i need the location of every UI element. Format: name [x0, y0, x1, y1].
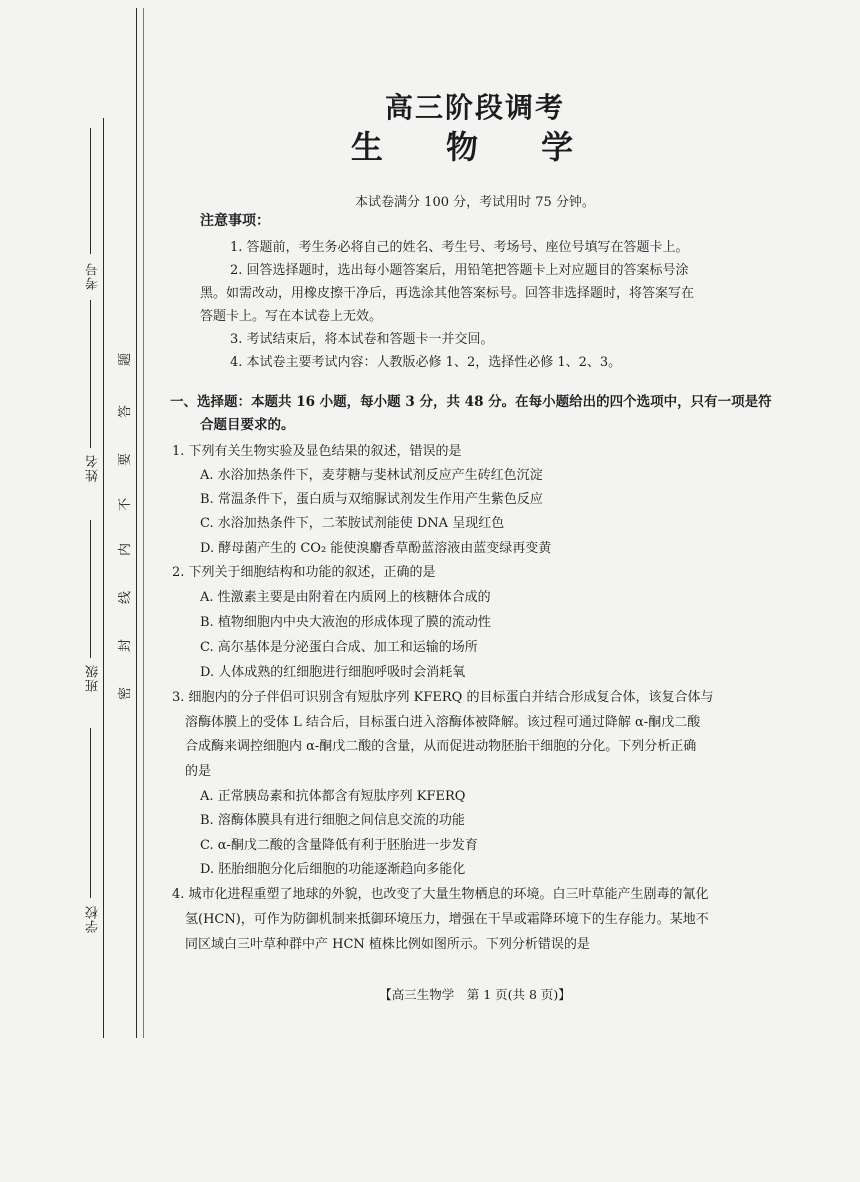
question-1-stem: 1. 下列有关生物实验及显色结果的叙述，错误的是 [172, 444, 462, 459]
question-4-stem: 同区域白三叶草种群中产 HCN 植株比例如图所示。下列分析错误的是 [185, 937, 590, 952]
question-2-option-a: A. 性激素主要是由附着在内质网上的核糖体合成的 [200, 590, 491, 605]
field-xuexiao-line [90, 728, 91, 898]
question-3-option-a: A. 正常胰岛素和抗体都含有短肽序列 KFERQ [200, 789, 466, 804]
exam-subject: 生 物 学 [350, 128, 600, 166]
question-1-option-c: C. 水浴加热条件下，二苯胺试剂能使 DNA 呈现红色 [200, 516, 505, 531]
seal-char: 封 [118, 638, 134, 653]
question-4-stem: 氢(HCN)，可作为防御机制来抵御环境压力，增强在干旱或霜降环境下的生存能力。某地不 [185, 912, 709, 927]
exam-title: 高三阶段调考 [384, 91, 565, 124]
question-3-option-c: C. α-酮戊二酸的含量降低有利于胚胎进一步发育 [200, 838, 478, 853]
exam-note: 本试卷满分 100 分，考试用时 75 分钟。 [355, 195, 595, 210]
binding-line-edge [143, 8, 144, 1038]
question-2-option-b: B. 植物细胞内中央大液泡的形成体现了膜的流动性 [200, 615, 491, 630]
page-footer: 【高三生物学 第 1 页(共 8 页)】 [379, 987, 571, 1002]
question-3-stem: 3. 细胞内的分子伴侣可识别含有短肽序列 KFERQ 的目标蛋白并结合形成复合体，该复合体与 [172, 690, 714, 705]
seal-char: 答 [118, 404, 134, 419]
notice-line: 2. 回答选择题时，选出每小题答案后，用铅笔把答题卡上对应题目的答案标号涂 [230, 263, 689, 278]
question-2-stem: 2. 下列关于细胞结构和功能的叙述，正确的是 [172, 565, 436, 580]
seal-char: 不 [118, 497, 134, 512]
binding-line-outer [103, 118, 104, 1038]
question-2-option-d: D. 人体成熟的红细胞进行细胞呼吸时会消耗氧 [200, 665, 466, 680]
field-xingming-label: 姓名 [86, 454, 101, 482]
question-3-stem: 合成酶来调控细胞内 α-酮戊二酸的含量，从而促进动物胚胎干细胞的分化。下列分析正确 [185, 739, 697, 754]
question-3-stem: 的是 [185, 764, 212, 779]
field-kaohao-line [90, 128, 91, 254]
binding-line-inner [136, 8, 137, 1038]
seal-char: 线 [118, 590, 134, 605]
seal-char: 要 [118, 452, 134, 467]
notice-line: 答题卡上。写在本试卷上无效。 [200, 309, 383, 324]
field-kaohao-label: 考号 [86, 262, 101, 290]
notice-line: 3. 考试结束后，将本试卷和答题卡一并交回。 [230, 332, 494, 347]
question-3-option-b: B. 溶酶体膜具有进行细胞之间信息交流的功能 [200, 813, 465, 828]
notice-line: 4. 本试卷主要考试内容：人教版必修 1、2，选择性必修 1、2、3。 [230, 355, 622, 370]
question-4-stem: 4. 城市化进程重塑了地球的外貌，也改变了大量生物栖息的环境。白三叶草能产生剧毒的氰化 [172, 887, 709, 902]
question-2-option-c: C. 高尔基体是分泌蛋白合成、加工和运输的场所 [200, 640, 478, 655]
field-banji-line [90, 520, 91, 658]
question-1-option-a: A. 水浴加热条件下，麦芽糖与斐林试剂反应产生砖红色沉淀 [200, 468, 543, 483]
field-banji-label: 班级 [86, 664, 101, 692]
question-3-stem: 溶酶体膜上的受体 L 结合后，目标蛋白进入溶酶体被降解。该过程可通过降解 α-酮戊二酸 [185, 715, 701, 730]
question-1-option-b: B. 常温条件下，蛋白质与双缩脲试剂发生作用产生紫色反应 [200, 492, 543, 507]
seal-char: 题 [118, 352, 134, 367]
section-heading: 一、选择题：本题共 16 小题，每小题 3 分，共 48 分。在每小题给出的四个选项中，只有一项是符 [170, 394, 772, 410]
field-xuexiao-label: 学校 [86, 905, 101, 933]
seal-char: 密 [118, 686, 134, 701]
notice-line: 1. 答题前，考生务必将自己的姓名、考生号、考场号、座位号填写在答题卡上。 [230, 240, 689, 255]
question-3-option-d: D. 胚胎细胞分化后细胞的功能逐渐趋向多能化 [200, 862, 466, 877]
notice-line: 黑。如需改动，用橡皮擦干净后，再选涂其他答案标号。回答非选择题时，将答案写在 [200, 286, 695, 301]
field-xingming-line [90, 300, 91, 448]
seal-char: 内 [118, 542, 134, 557]
section-heading-cont: 合题目要求的。 [200, 417, 295, 433]
question-1-option-d: D. 酵母菌产生的 CO₂ 能使溴麝香草酚蓝溶液由蓝变绿再变黄 [200, 541, 552, 556]
notice-heading: 注意事项： [200, 213, 270, 229]
